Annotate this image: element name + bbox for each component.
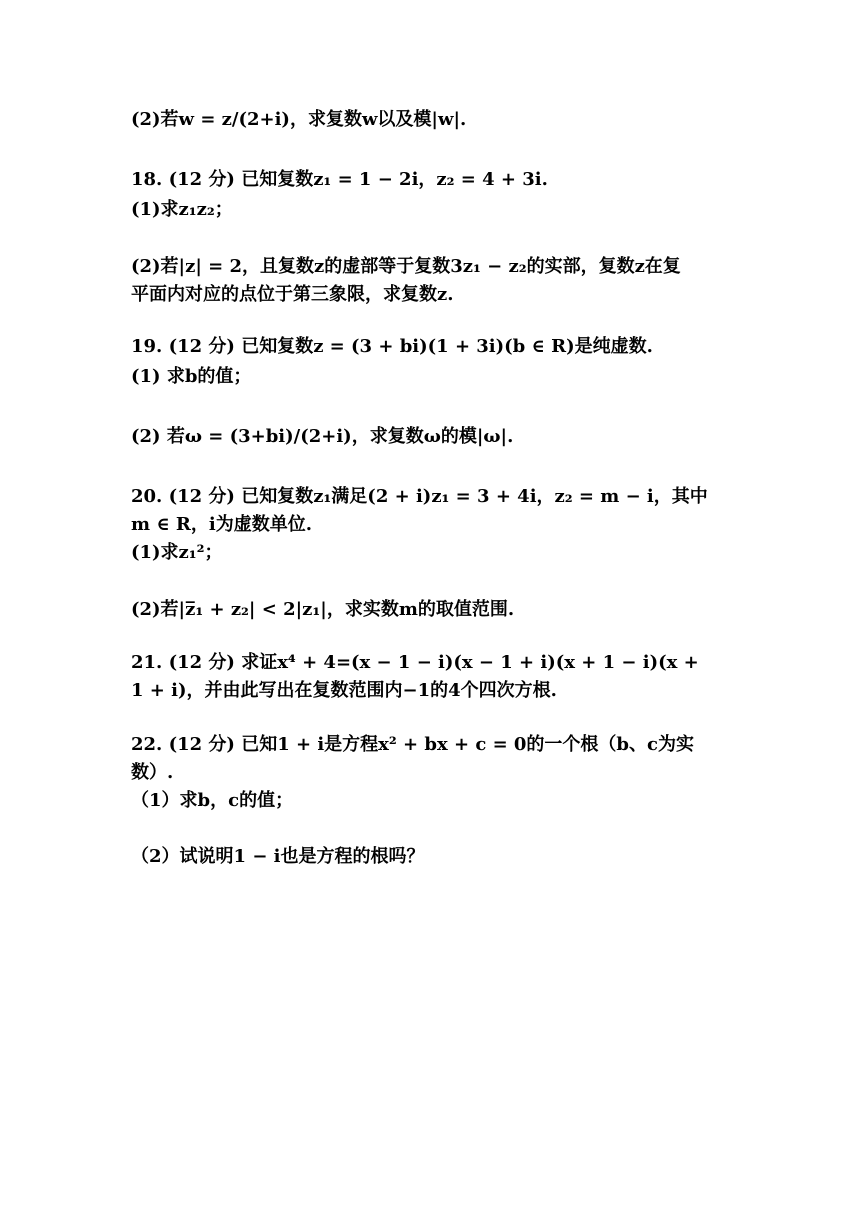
q20-stem-line1: 20. (12 分) 已知复数z₁满足(2 + i)z₁ = 3 + 4i，z₂ = m − i，其中 bbox=[131, 486, 708, 507]
q21-stem-line2: 1 + i)，并由此写出在复数范围内−1的4个四次方根. bbox=[131, 680, 557, 701]
q22-part2: （2）试说明1 − i也是方程的根吗？ bbox=[131, 846, 425, 867]
q19-part2: (2) 若ω = (3+bi)/(2+i)，求复数ω的模|ω|. bbox=[131, 426, 514, 447]
q22-stem-line1: 22. (12 分) 已知1 + i是方程x² + bx + c = 0的一个根（b、c为实 bbox=[131, 734, 694, 755]
q19-stem: 19. (12 分) 已知复数z = (3 + bi)(1 + 3i)(b ∈ R)是纯虚数. bbox=[131, 336, 653, 357]
q18-part1: (1)求z₁z₂； bbox=[131, 199, 233, 220]
q19-part1: (1) 求b的值； bbox=[131, 366, 252, 387]
q22-part1: （1）求b，c的值； bbox=[131, 790, 294, 811]
q17-part2: (2)若w = z/(2+i)，求复数w以及模|w|. bbox=[131, 109, 467, 130]
q18-part2-line1: (2)若|z| = 2，且复数z的虚部等于复数3z₁ − z₂的实部，复数z在复 bbox=[131, 256, 681, 277]
q20-part1: (1)求z₁²； bbox=[131, 542, 223, 563]
q18-stem: 18. (12 分) 已知复数z₁ = 1 − 2i，z₂ = 4 + 3i. bbox=[131, 169, 548, 190]
q21-stem-line1: 21. (12 分) 求证x⁴ + 4=(x − 1 − i)(x − 1 + i)(x + 1 − i)(x + bbox=[131, 652, 699, 673]
q18-part2-line2: 平面内对应的点位于第三象限，求复数z. bbox=[131, 284, 454, 305]
q22-stem-line2: 数）. bbox=[131, 762, 174, 783]
q20-stem-line2: m ∈ R，i为虚数单位. bbox=[131, 514, 312, 535]
q20-part2: (2)若|z̅₁ + z₂| < 2|z₁|，求实数m的取值范围. bbox=[131, 599, 515, 620]
